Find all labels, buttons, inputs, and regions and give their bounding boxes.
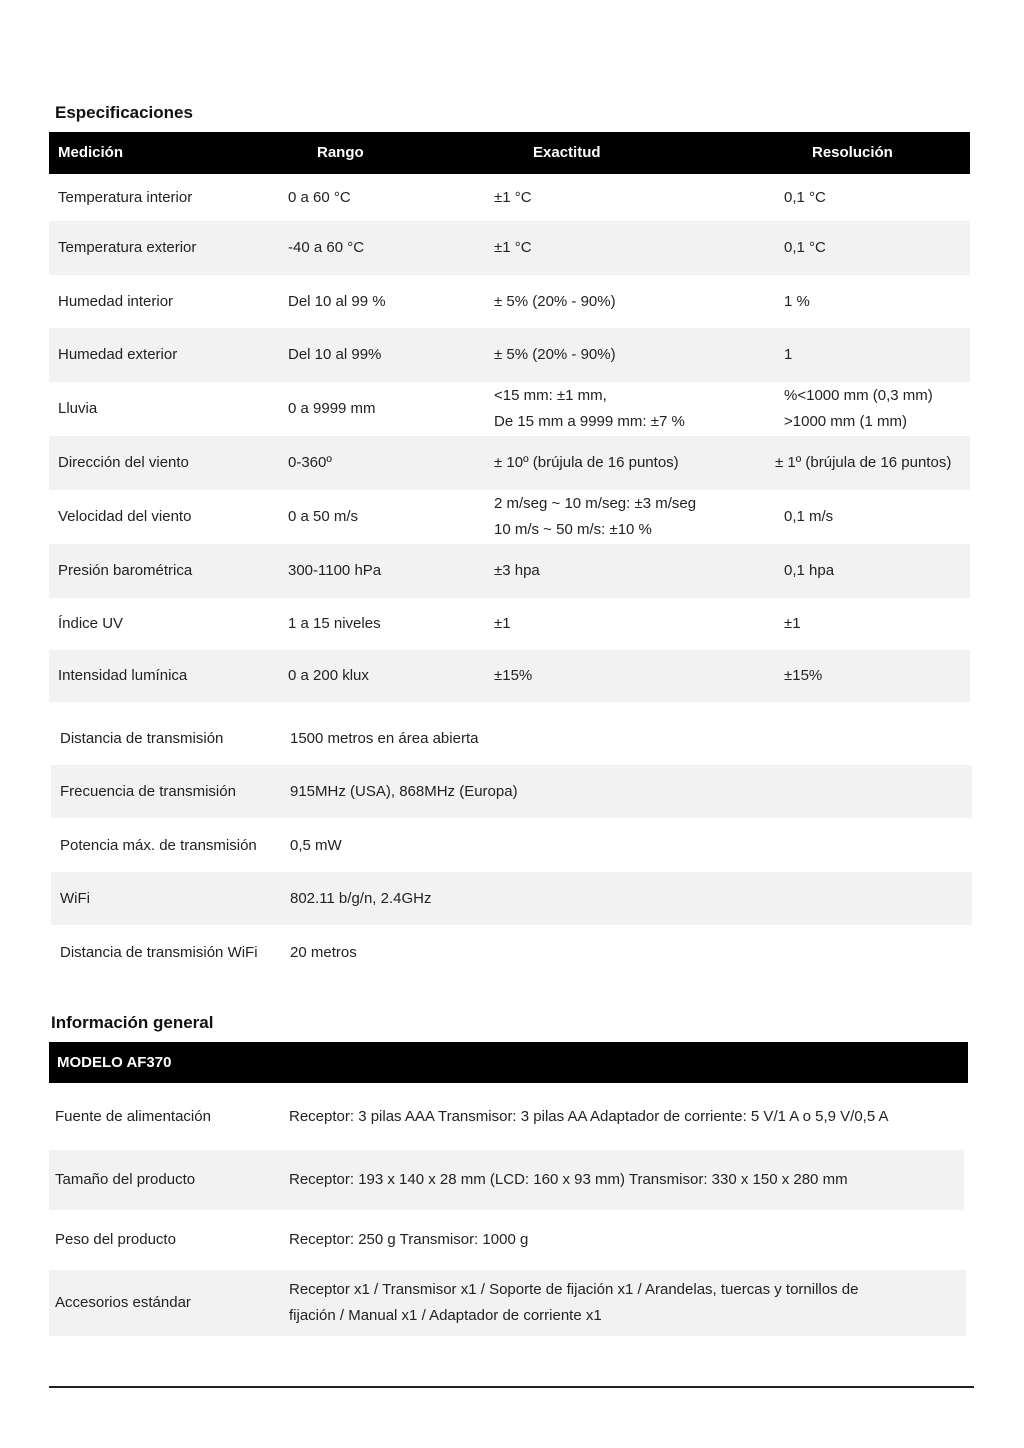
cell-value: Receptor: 193 x 140 x 28 mm (LCD: 160 x 93 mm) Transmisor: 330 x 150 x 280 mm [289,1171,848,1188]
cell-label: Peso del producto [55,1231,176,1248]
cell-label: Potencia máx. de transmisión [60,836,257,854]
cell-resolucion: 0,1 °C [784,239,826,256]
cell-rango: 0 a 9999 mm [288,400,376,417]
transmission-row [51,712,972,765]
cell-medicion: Humedad interior [58,292,174,310]
cell-resolucion: ± 1º (brújula de 16 puntos) [775,454,952,471]
cell-value: 802.11 b/g/n, 2.4GHz [290,890,432,908]
cell-resolucion: %<1000 mm (0,3 mm) >1000 mm (1 mm) [784,387,933,430]
cell-medicion: Velocidad del viento [58,508,192,525]
cell-label: Distancia de transmisión WiFi [60,943,258,961]
footer-divider [49,1386,974,1388]
cell-medicion: Temperatura interior [58,188,193,206]
cell-resolucion: 0,1 hpa [784,562,835,579]
cell-exactitud: ±3 hpa [494,562,540,579]
cell-rango: 1 a 15 niveles [288,615,381,632]
spec-row [49,275,970,328]
cell-rango: -40 a 60 °C [288,239,365,256]
cell-rango: 0 a 50 m/s [288,508,359,525]
general-row [49,1083,968,1150]
cell-value: Receptor: 250 g Transmisor: 1000 g [289,1231,529,1248]
spec-table-header [49,132,970,174]
general-row [49,1270,966,1336]
transmission-row [51,765,972,818]
cell-medicion: Intensidad lumínica [58,667,188,684]
cell-exactitud: ± 5% (20% - 90%) [494,292,616,310]
cell-medicion: Humedad exterior [58,346,178,363]
spec-row [49,382,970,436]
cell-resolucion: ±15% [784,667,823,684]
cell-rango: 300-1100 hPa [288,562,382,579]
cell-exactitud: ±15% [494,667,533,684]
cell-value: 915MHz (USA), 868MHz (Europa) [290,783,518,801]
cell-rango: 0 a 60 °C [288,188,351,206]
spec-row [49,174,970,221]
cell-medicion: Índice UV [58,615,124,632]
cell-exactitud: ±1 °C [494,239,532,256]
cell-exactitud: ±1 °C [494,188,532,206]
model-label: MODELO AF370 [57,1054,172,1071]
general-title: Información general [51,1013,214,1032]
transmission-row [51,819,972,872]
cell-resolucion: ±1 [784,615,801,632]
cell-exactitud: 2 m/seg ~ 10 m/seg: ±3 m/seg 10 m/s ~ 50 m/s: ±10 % [494,495,697,538]
cell-exactitud: <15 mm: ±1 mm, De 15 mm a 9999 mm: ±7 % [494,387,685,430]
header-medicion: Medición [58,144,124,161]
transmission-row [51,926,972,979]
cell-label: Distancia de transmisión [60,730,224,747]
cell-medicion: Dirección del viento [58,454,189,471]
cell-medicion: Presión barométrica [58,562,193,579]
spec-row [49,328,970,382]
header-rango: Rango [317,144,364,161]
cell-label: Tamaño del producto [55,1171,196,1188]
cell-rango: 0-360º [288,454,332,471]
cell-medicion: Temperatura exterior [58,239,197,256]
cell-exactitud: ±1 [494,615,511,632]
cell-label: Accesorios estándar [55,1294,191,1311]
cell-label: WiFi [60,890,90,908]
cell-value: 1500 metros en área abierta [290,730,479,747]
cell-rango: Del 10 al 99% [288,346,382,363]
spec-row [49,544,970,598]
transmission-row [51,872,972,925]
spec-row [49,598,970,650]
cell-value: 0,5 mW [290,836,342,854]
cell-medicion: Lluvia [58,400,98,417]
cell-resolucion: 1 % [784,292,810,310]
spec-row [49,221,970,275]
cell-label: Frecuencia de transmisión [60,783,236,801]
cell-value: Receptor x1 / Transmisor x1 / Soporte de fijación x1 / Arandelas, tuercas y tornillos de fijación / Manual x1 / Adaptador de corriente x1 [289,1281,859,1324]
header-resolucion: Resolución [812,144,893,161]
cell-label: Fuente de alimentación [55,1107,211,1125]
cell-exactitud: ± 10º (brújula de 16 puntos) [494,454,679,471]
general-table-header [49,1042,968,1083]
header-exactitud: Exactitud [533,144,601,161]
cell-resolucion: 1 [784,346,793,363]
spec-row [49,490,970,544]
spec-row [49,436,970,490]
spec-row [49,650,970,702]
cell-resolucion: 0,1 m/s [784,508,834,525]
cell-exactitud: ± 5% (20% - 90%) [494,346,616,363]
spec-title: Especificaciones [55,103,193,122]
cell-resolucion: 0,1 °C [784,188,826,206]
cell-value: Receptor: 3 pilas AAA Transmisor: 3 pilas AA Adaptador de corriente: 5 V/1 A o 5,9 V/0,5 A [289,1107,889,1125]
cell-rango: 0 a 200 klux [288,667,369,684]
general-row [49,1150,964,1210]
cell-value: 20 metros [290,943,357,961]
general-row [49,1210,968,1270]
cell-rango: Del 10 al 99 % [288,292,386,310]
